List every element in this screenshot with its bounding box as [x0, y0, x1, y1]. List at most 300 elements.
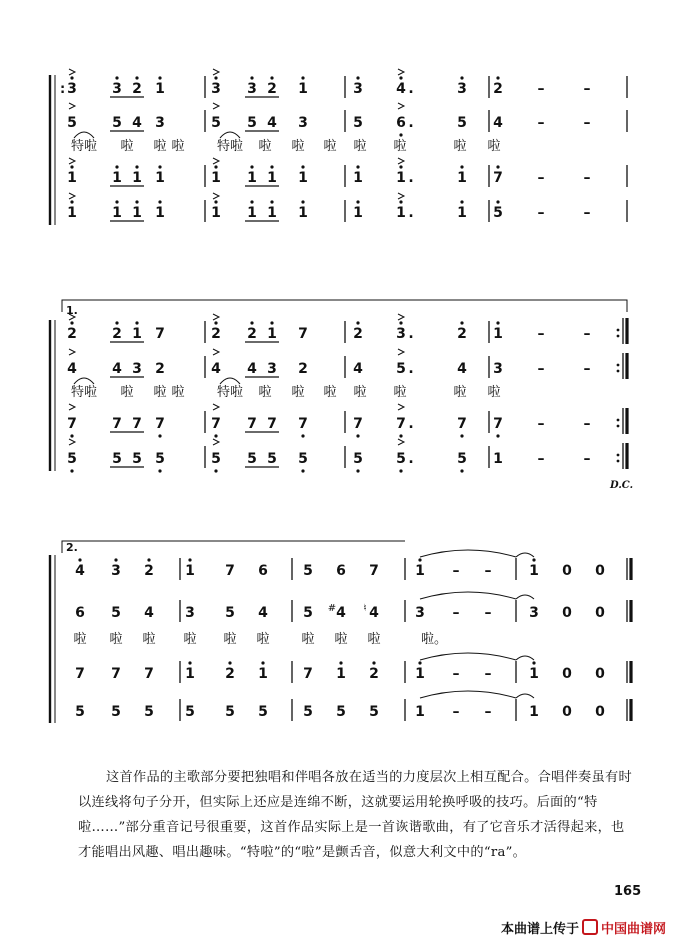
accent-mark [398, 158, 404, 164]
sustain-dash: – [484, 605, 492, 621]
octave-dot [158, 434, 161, 437]
note: 3 [155, 115, 165, 131]
augmentation-dot: . [408, 115, 414, 131]
octave-dot [301, 469, 304, 472]
octave-dot [418, 558, 421, 561]
octave-dot [147, 558, 150, 561]
volta-bracket [62, 541, 405, 553]
note: 1 [415, 563, 425, 579]
note: 2 [457, 326, 467, 342]
octave-dot [399, 469, 402, 472]
octave-dot [460, 165, 463, 168]
note: 5 [247, 451, 257, 467]
lyric-syllable: 啦 [367, 632, 381, 647]
note: 2 [353, 326, 363, 342]
note: 3 [111, 563, 121, 579]
octave-dot [399, 434, 402, 437]
note: 6 [258, 563, 268, 579]
note: 2 [112, 326, 122, 342]
commentary-paragraph [78, 765, 638, 865]
tie [516, 694, 534, 698]
octave-dot [356, 200, 359, 203]
volta-number: 1. [66, 304, 78, 317]
lyric-syllable: 啦 [171, 385, 185, 400]
note: 7 [353, 416, 363, 432]
note: 3 [267, 361, 277, 377]
octave-dot [214, 469, 217, 472]
note: 7 [112, 416, 122, 432]
lyric-syllable: 啦 [334, 632, 348, 647]
note: 5 [258, 704, 268, 720]
note: 1 [211, 205, 221, 221]
note: 7 [132, 416, 142, 432]
accent-mark [398, 69, 404, 75]
note: 7 [457, 416, 467, 432]
sustain-dash: – [537, 170, 545, 186]
note: 2 [225, 666, 235, 682]
sustain-dash: – [537, 115, 545, 131]
note: 5 [211, 451, 221, 467]
note: 4 [493, 115, 503, 131]
slur [220, 378, 240, 384]
note: 2 [67, 326, 77, 342]
note: 5 [155, 451, 165, 467]
octave-dot [496, 321, 499, 324]
note: 4 [258, 605, 268, 621]
note: 2 [267, 81, 277, 97]
octave-dot [214, 76, 217, 79]
octave-dot [135, 76, 138, 79]
note: 1 [396, 205, 406, 221]
augmentation-dot: . [408, 361, 414, 377]
note: 1 [211, 170, 221, 186]
note: 4 [112, 361, 122, 377]
lyric-syllable: 特啦 [70, 139, 98, 154]
note: 2 [132, 81, 142, 97]
note: 0 [595, 563, 605, 579]
lyric-syllable: 啦 [353, 139, 367, 154]
note: 4 [247, 361, 257, 377]
note: 1 [67, 205, 77, 221]
note: 1 [298, 205, 308, 221]
octave-dot [399, 321, 402, 324]
lyric-syllable: 啦 [73, 632, 87, 647]
note: 4 [369, 605, 379, 621]
octave-dot [70, 200, 73, 203]
tie [420, 550, 516, 557]
note: 5 [396, 361, 406, 377]
sustain-dash: – [537, 416, 545, 432]
note: 2 [247, 326, 257, 342]
note: 7 [298, 416, 308, 432]
note: 7 [111, 666, 121, 682]
lyric-syllable: 啦 [487, 385, 501, 400]
note: 5 [353, 451, 363, 467]
octave-dot [301, 200, 304, 203]
note: 5 [67, 451, 77, 467]
octave-dot [158, 76, 161, 79]
octave-dot [70, 434, 73, 437]
sustain-dash: – [583, 326, 591, 342]
note: 1 [353, 170, 363, 186]
accidental: # [327, 603, 337, 614]
lyric-syllable: 啦。 [420, 632, 448, 647]
accent-mark [398, 404, 404, 410]
octave-dot [135, 200, 138, 203]
note: 1 [258, 666, 268, 682]
note: 5 [353, 115, 363, 131]
note: 1 [298, 170, 308, 186]
octave-dot [301, 165, 304, 168]
note: 1 [267, 205, 277, 221]
note: 4 [267, 115, 277, 131]
sustain-dash: – [583, 451, 591, 467]
note: 1 [155, 81, 165, 97]
octave-dot [214, 321, 217, 324]
lyric-syllable: 啦 [153, 139, 167, 154]
octave-dot [158, 200, 161, 203]
note: 1 [353, 205, 363, 221]
note: 1 [267, 170, 277, 186]
note: 2 [369, 666, 379, 682]
augmentation-dot: . [408, 205, 414, 221]
lyric-syllable: 特啦 [70, 385, 98, 400]
sustain-dash: – [583, 81, 591, 97]
note: 5 [144, 704, 154, 720]
octave-dot [261, 661, 264, 664]
note: 1 [185, 666, 195, 682]
note: 4 [144, 605, 154, 621]
site-logo-icon [582, 919, 598, 935]
note: 3 [415, 605, 425, 621]
repeat-dot [617, 454, 620, 457]
note: 3 [457, 81, 467, 97]
sustain-dash: – [452, 704, 460, 720]
note: 1 [336, 666, 346, 682]
repeat-dot [617, 460, 620, 463]
sustain-dash: – [484, 563, 492, 579]
octave-dot [356, 165, 359, 168]
octave-dot [70, 76, 73, 79]
note: 5 [225, 605, 235, 621]
augmentation-dot: . [408, 451, 414, 467]
accent-mark [213, 349, 219, 355]
note: 1 [396, 170, 406, 186]
octave-dot [214, 200, 217, 203]
note: 3 [247, 81, 257, 97]
octave-dot [496, 76, 499, 79]
note: 4 [336, 605, 346, 621]
lyric-syllable: 啦 [258, 385, 272, 400]
note: 1 [132, 205, 142, 221]
note: 5 [267, 451, 277, 467]
repeat-dot [617, 370, 620, 373]
lyric-syllable: 特啦 [216, 385, 244, 400]
note: 3 [67, 81, 77, 97]
note: 2 [298, 361, 308, 377]
lyric-syllable: 啦 [120, 139, 134, 154]
note: 7 [155, 326, 165, 342]
octave-dot [70, 469, 73, 472]
note: 5 [493, 205, 503, 221]
octave-dot [399, 200, 402, 203]
octave-dot [496, 434, 499, 437]
note: 5 [112, 451, 122, 467]
octave-dot [372, 661, 375, 664]
tie [420, 592, 516, 599]
note: 4 [457, 361, 467, 377]
note: 3 [396, 326, 406, 342]
note: 5 [75, 704, 85, 720]
octave-dot [70, 321, 73, 324]
accent-mark [398, 193, 404, 199]
note: 7 [247, 416, 257, 432]
tie [420, 653, 516, 660]
augmentation-dot: . [408, 81, 414, 97]
note: 1 [493, 326, 503, 342]
octave-dot [270, 200, 273, 203]
sustain-dash: – [452, 605, 460, 621]
accent-mark [398, 103, 404, 109]
note: 5 [211, 115, 221, 131]
note: 5 [369, 704, 379, 720]
accent-mark [213, 193, 219, 199]
note: 2 [493, 81, 503, 97]
accent-mark [213, 314, 219, 320]
note: 7 [396, 416, 406, 432]
sustain-dash: – [484, 704, 492, 720]
octave-dot [399, 76, 402, 79]
octave-dot [214, 165, 217, 168]
note: 0 [595, 704, 605, 720]
note: 2 [211, 326, 221, 342]
sustain-dash: – [484, 666, 492, 682]
octave-dot [356, 434, 359, 437]
octave-dot [115, 200, 118, 203]
accent-mark [213, 158, 219, 164]
lyric-syllable: 啦 [323, 139, 337, 154]
octave-dot [188, 558, 191, 561]
accent-mark [398, 349, 404, 355]
note: 5 [457, 451, 467, 467]
dc-marking: D.C. [610, 480, 634, 491]
sustain-dash: – [537, 81, 545, 97]
lyric-syllable: 啦 [120, 385, 134, 400]
accent-mark [69, 158, 75, 164]
octave-dot [301, 434, 304, 437]
note: 6 [336, 563, 346, 579]
note: 1 [67, 170, 77, 186]
sustain-dash: – [583, 205, 591, 221]
lyric-syllable: 啦 [153, 385, 167, 400]
accent-mark [69, 349, 75, 355]
lyric-syllable: 啦 [256, 632, 270, 647]
lyric-syllable: 啦 [487, 139, 501, 154]
octave-dot [460, 200, 463, 203]
sustain-dash: – [537, 205, 545, 221]
note: 3 [353, 81, 363, 97]
page-number: 165 [614, 884, 642, 899]
lyric-syllable: 啦 [453, 139, 467, 154]
note: 7 [211, 416, 221, 432]
octave-dot [135, 165, 138, 168]
note: 6 [75, 605, 85, 621]
octave-dot [460, 469, 463, 472]
augmentation-dot: . [408, 326, 414, 342]
note: 3 [132, 361, 142, 377]
note: 5 [303, 704, 313, 720]
note: 1 [415, 666, 425, 682]
note: 1 [185, 563, 195, 579]
note: 0 [595, 605, 605, 621]
octave-dot [496, 200, 499, 203]
octave-dot [356, 321, 359, 324]
lyric-syllable: 啦 [171, 139, 185, 154]
note: 7 [155, 416, 165, 432]
note: 3 [112, 81, 122, 97]
lyric-syllable: 啦 [183, 632, 197, 647]
note: 3 [493, 361, 503, 377]
note: 7 [144, 666, 154, 682]
note: 0 [562, 704, 572, 720]
note: 1 [267, 326, 277, 342]
octave-dot [70, 165, 73, 168]
note: 0 [595, 666, 605, 682]
upload-footer [501, 918, 666, 937]
augmentation-dot: . [408, 416, 414, 432]
note: 1 [529, 704, 539, 720]
note: 7 [369, 563, 379, 579]
sustain-dash: – [583, 170, 591, 186]
note: 4 [211, 361, 221, 377]
accent-mark [69, 404, 75, 410]
note: 5 [303, 605, 313, 621]
note: 1 [529, 666, 539, 682]
note: 5 [225, 704, 235, 720]
note: 1 [155, 170, 165, 186]
note: 1 [155, 205, 165, 221]
tie [516, 595, 534, 599]
accent-mark [69, 69, 75, 75]
octave-dot [399, 165, 402, 168]
octave-dot [250, 321, 253, 324]
slur [74, 132, 94, 138]
accent-mark [398, 439, 404, 445]
note: 5 [396, 451, 406, 467]
note: 3 [529, 605, 539, 621]
note: 7 [493, 170, 503, 186]
octave-dot [188, 661, 191, 664]
lyric-syllable: 啦 [258, 139, 272, 154]
lyric-syllable: 啦 [453, 385, 467, 400]
octave-dot [270, 76, 273, 79]
octave-dot [356, 469, 359, 472]
octave-dot [270, 321, 273, 324]
repeat-dot [617, 425, 620, 428]
note: 3 [185, 605, 195, 621]
slur [220, 132, 240, 138]
sustain-dash: – [452, 563, 460, 579]
note: 5 [132, 451, 142, 467]
sustain-dash: – [537, 361, 545, 377]
accent-mark [69, 193, 75, 199]
octave-dot [78, 558, 81, 561]
accidental: ♮ [363, 603, 367, 614]
sustain-dash: – [583, 361, 591, 377]
note: 4 [396, 81, 406, 97]
octave-dot [250, 200, 253, 203]
note: 4 [75, 563, 85, 579]
octave-dot [158, 165, 161, 168]
octave-dot [460, 76, 463, 79]
note: 2 [144, 563, 154, 579]
accent-mark [213, 103, 219, 109]
lyric-syllable: 啦 [301, 632, 315, 647]
note: 5 [111, 605, 121, 621]
octave-dot [418, 661, 421, 664]
note: 5 [67, 115, 77, 131]
note: 7 [298, 326, 308, 342]
note: 7 [75, 666, 85, 682]
note: 1 [247, 205, 257, 221]
note: 4 [132, 115, 142, 131]
repeat-dot [617, 419, 620, 422]
note: 5 [303, 563, 313, 579]
tie [516, 553, 534, 557]
lyric-syllable: 啦 [109, 632, 123, 647]
note: 0 [562, 563, 572, 579]
octave-dot [115, 76, 118, 79]
repeat-dot [617, 364, 620, 367]
sustain-dash: – [537, 326, 545, 342]
note: 5 [112, 115, 122, 131]
note: 1 [457, 205, 467, 221]
note: 1 [112, 205, 122, 221]
octave-dot [115, 165, 118, 168]
octave-dot [250, 165, 253, 168]
tie [516, 656, 534, 660]
octave-dot [496, 165, 499, 168]
octave-dot [135, 321, 138, 324]
lyric-syllable: 啦 [291, 139, 305, 154]
note: 1 [132, 170, 142, 186]
accent-mark [213, 439, 219, 445]
note: 7 [225, 563, 235, 579]
accent-mark [69, 103, 75, 109]
note: 4 [353, 361, 363, 377]
note: 7 [493, 416, 503, 432]
note: 3 [298, 115, 308, 131]
octave-dot [270, 165, 273, 168]
note: 2 [155, 361, 165, 377]
sustain-dash: – [537, 451, 545, 467]
note: 1 [457, 170, 467, 186]
lyric-syllable: 啦 [393, 139, 407, 154]
note: 0 [562, 666, 572, 682]
octave-dot [356, 76, 359, 79]
lyric-syllable: 特啦 [216, 139, 244, 154]
note: 1 [247, 170, 257, 186]
repeat-dot [617, 329, 620, 332]
repeat-dot [617, 335, 620, 338]
lyric-syllable: 啦 [291, 385, 305, 400]
sustain-dash: – [452, 666, 460, 682]
note: 1 [529, 563, 539, 579]
volta-number: 2. [66, 541, 78, 554]
note: 7 [67, 416, 77, 432]
lyric-syllable: 啦 [142, 632, 156, 647]
octave-dot [532, 661, 535, 664]
